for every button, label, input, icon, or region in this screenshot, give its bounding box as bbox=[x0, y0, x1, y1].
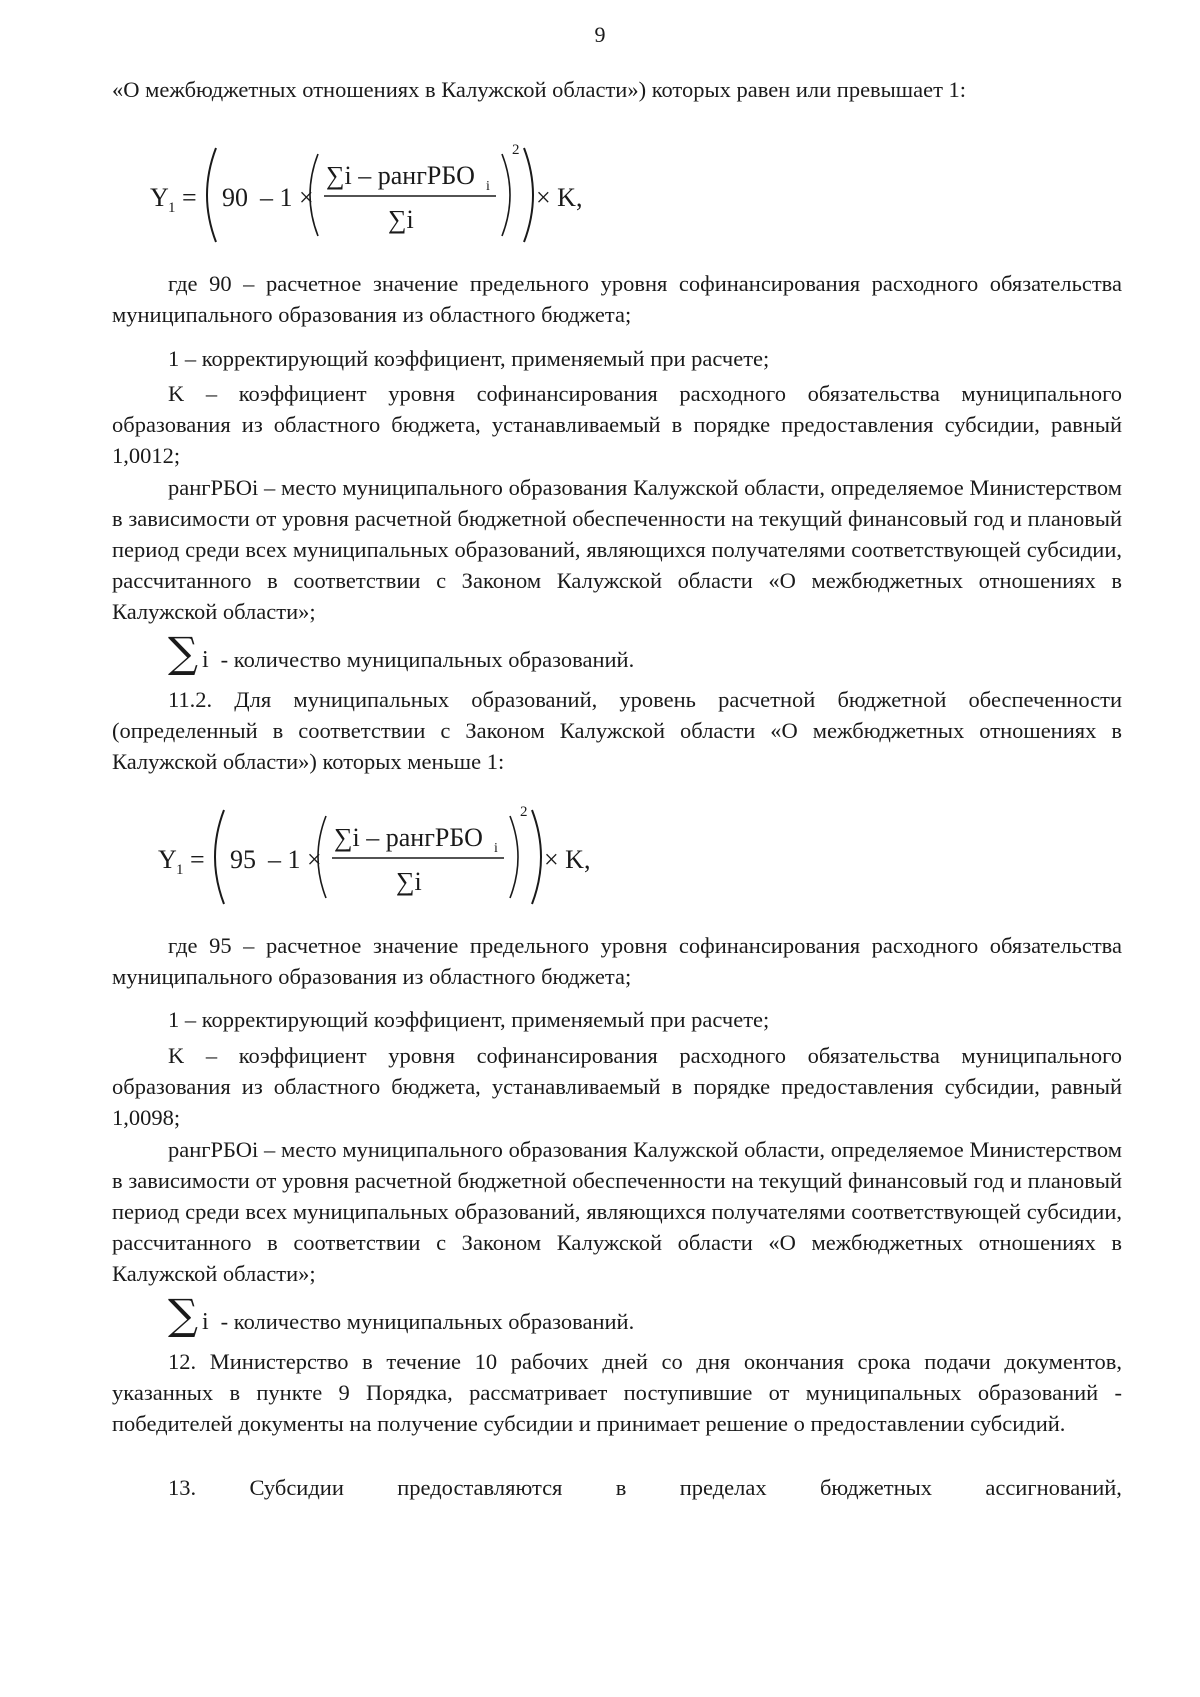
formula-numerator: ∑i – рангРБО bbox=[334, 823, 483, 852]
para-13-word: 13. bbox=[168, 1475, 197, 1500]
inner-paren-right bbox=[502, 154, 510, 236]
sigma-index: i bbox=[201, 1309, 209, 1335]
formula-exponent: 2 bbox=[520, 804, 528, 820]
sigma-symbol: ∑ bbox=[168, 1290, 198, 1339]
formula-tail: × K, bbox=[544, 845, 591, 874]
formula-lhs-sub: 1 bbox=[168, 200, 176, 216]
para-13-word: Субсидии bbox=[249, 1475, 344, 1500]
para-13-word: ассигнований, bbox=[985, 1475, 1122, 1500]
sigma-symbol: ∑ bbox=[168, 628, 198, 677]
outer-paren-right bbox=[524, 148, 533, 242]
para-13-word: пределах bbox=[679, 1475, 767, 1500]
def1-corr: 1 – корректирующий коэффициент, применяемый при расчете; bbox=[168, 346, 770, 371]
formula-numerator: ∑i – рангРБО bbox=[326, 161, 475, 190]
intro-line: «О межбюджетных отношениях в Калужской области») которых равен или превышает 1: bbox=[112, 77, 967, 102]
para-13-word: предоставляются bbox=[397, 1475, 563, 1500]
def2-corr: 1 – корректирующий коэффициент, применяемый при расчете; bbox=[168, 1007, 770, 1032]
formula-minus: – 1 × bbox=[260, 183, 314, 212]
outer-paren-right bbox=[532, 810, 541, 904]
formula-exponent: 2 bbox=[512, 142, 520, 158]
formula-numerator-sub: i bbox=[486, 179, 490, 194]
def1-where: где 90 – расчетное значение предельного уровня софинансирования расходного обязательства муниципального образования из областного бюджета; bbox=[112, 271, 1122, 327]
def2-k: K – коэффициент уровня софинансирования расходного обязательства муниципального образования из областного бюджета, устанавливаемый в порядке предоставления субсидии, равный 1,0098; bbox=[112, 1043, 1122, 1130]
formula-denominator: ∑i bbox=[396, 867, 422, 896]
formula-2 bbox=[158, 802, 678, 917]
sigma-description: - количество муниципальных образований. bbox=[220, 1309, 635, 1334]
formula-base: 95 bbox=[230, 845, 256, 874]
svg-text:=: = bbox=[190, 845, 205, 874]
formula-tail: × K, bbox=[536, 183, 583, 212]
formula-denominator: ∑i bbox=[388, 205, 414, 234]
formula-numerator-sub: i bbox=[494, 841, 498, 856]
sigma-index: i bbox=[201, 647, 209, 673]
para-13 bbox=[168, 1472, 1122, 1503]
formula-minus: – 1 × bbox=[268, 845, 322, 874]
formula-lhs: Y bbox=[150, 183, 169, 212]
inner-paren-right bbox=[510, 816, 518, 898]
formula-base: 90 bbox=[222, 183, 248, 212]
def2-rank: рангРБОi – место муниципального образования Калужской области, определяемое Министерством в зависимости от уровня расчетной бюджетной обеспеченности на текущий финансовый год и плановый период среди всех муниципальных образований, являющихся получателями соответствующей субсидии, рассчитанного в соответствии с Законом Калужской области «О межбюджетных отношениях в Калужской области»; bbox=[112, 1137, 1122, 1286]
formula-lhs-sub: 1 bbox=[176, 862, 184, 878]
page-number: 9 bbox=[594, 22, 606, 47]
para-12: 12. Министерство в течение 10 рабочих дней со дня окончания срока подачи документов, указанных в пункте 9 Порядка, рассматривает поступившие от муниципальных образований - победителей документы на получение субсидии и принимает решение о предоставлении субсидий. bbox=[112, 1349, 1122, 1436]
def2-where: где 95 – расчетное значение предельного уровня софинансирования расходного обязательства муниципального образования из областного бюджета; bbox=[112, 933, 1122, 989]
def1-k: K – коэффициент уровня софинансирования расходного обязательства муниципального образования из областного бюджета, устанавливаемый в порядке предоставления субсидии, равный 1,0012; bbox=[112, 381, 1122, 468]
formula-lhs: Y bbox=[158, 845, 177, 874]
para-11-2: 11.2. Для муниципальных образований, уровень расчетной бюджетной обеспеченности (определенный в соответствии с Законом Калужской области «О межбюджетных отношениях в Калужской области») которых меньше 1: bbox=[112, 687, 1122, 774]
outer-paren-left bbox=[207, 148, 216, 242]
def2-sigma-line bbox=[168, 1290, 635, 1339]
svg-text:=: = bbox=[182, 183, 197, 212]
formula-1 bbox=[150, 140, 670, 255]
para-13-word: бюджетных bbox=[819, 1475, 932, 1500]
sigma-description: - количество муниципальных образований. bbox=[220, 647, 635, 672]
para-13-word: в bbox=[615, 1475, 627, 1500]
outer-paren-left bbox=[215, 810, 224, 904]
def1-rank: рангРБОi – место муниципального образования Калужской области, определяемое Министерством в зависимости от уровня расчетной бюджетной обеспеченности на текущий финансовый год и плановый период среди всех муниципальных образований, являющихся получателями соответствующей субсидии, рассчитанного в соответствии с Законом Калужской области «О межбюджетных отношениях в Калужской области»; bbox=[112, 475, 1122, 624]
def1-sigma-line bbox=[168, 628, 635, 677]
